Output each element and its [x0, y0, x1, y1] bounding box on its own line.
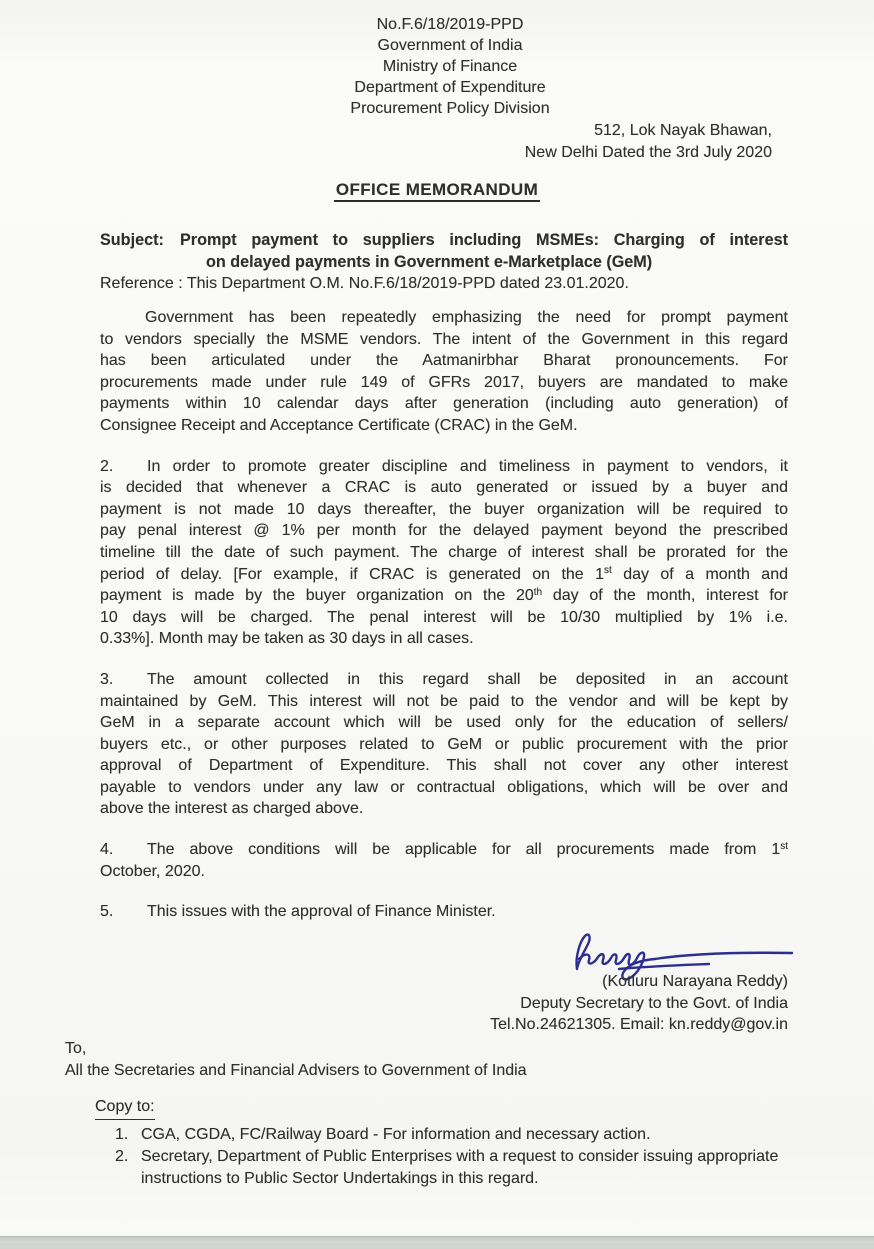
paragraph-number: 3. — [100, 670, 114, 688]
copy-to-list — [95, 1124, 788, 1190]
addressee-line: All the Secretaries and Financial Advisers to Government of India — [65, 1061, 527, 1079]
paragraph-line: maintained by GeM. This interest will not be paid to the vendor and will be kept by — [100, 692, 788, 710]
paragraph-line: timeline till the date of such payment. The charge of interest shall be prorated for the — [100, 543, 788, 561]
letterhead-line: Ministry of Finance — [382, 58, 518, 75]
paragraph-line: procurements made under rule 149 of GFRs 2017, buyers are mandated to make — [100, 373, 788, 391]
paragraph-line: October, 2020. — [100, 862, 205, 880]
paragraph — [100, 307, 788, 437]
paragraph-line: is decided that whenever a CRAC is auto generated or issued by a buyer and — [100, 479, 788, 497]
copy-to-item — [95, 1146, 788, 1190]
letterhead-line: Government of India — [377, 37, 523, 54]
copy-to-item — [95, 1124, 788, 1146]
paragraph-line: GeM in a separate account which will be used only for the education of sellers/ — [100, 714, 788, 732]
copy-to-item-number: 2. — [115, 1147, 129, 1165]
paragraph-line: Government has been repeatedly emphasizing the need for prompt payment — [145, 309, 788, 326]
paragraph-line: payable to vendors under any law or contractual obligations, which will be over and — [100, 778, 788, 796]
subject-line: Prompt payment to suppliers including MSMEs: Charging of interest — [180, 231, 788, 249]
paragraph-line: buyers etc., or other purposes related to GeM or public procurement with the prior — [100, 735, 788, 753]
subject-lines — [180, 229, 788, 273]
address-line: 512, Lok Nayak Bhawan, — [594, 122, 772, 139]
paragraph-line: has been articulated under the Aatmanirbhar Bharat pronouncements. For — [100, 352, 788, 370]
copy-to-block — [0, 1096, 874, 1190]
paragraph-number: 5. — [100, 903, 114, 921]
reference-line: Reference : This Department O.M. No.F.6/18/2019-PPD dated 23.01.2020. — [100, 275, 629, 292]
signatory-designation: Deputy Secretary to the Govt. of India — [520, 994, 788, 1012]
paragraph-line: to vendors specially the MSME vendors. The intent of the Government in this regard — [100, 330, 788, 348]
paragraph-line: 4. The above conditions will be applicable for all procurements made from 1st — [100, 839, 788, 861]
body-paragraphs — [0, 307, 874, 923]
paragraph-line: payments within 10 calendar days after generation (including auto generation) of — [100, 395, 788, 413]
letterhead-line: Procurement Policy Division — [350, 100, 550, 117]
subject-line: on delayed payments in Government e-Marketplace (GeM) — [206, 253, 653, 271]
copy-to-label: Copy to: — [95, 1096, 155, 1120]
copy-to-item-text: Secretary, Department of Public Enterprises with a request to consider issuing appropriate instructions to Public Sector Undertakings in this regard. — [141, 1147, 779, 1187]
copy-to-item-number: 1. — [115, 1125, 129, 1143]
subject-label: Subject: — [100, 231, 164, 249]
copy-to-item-text: CGA, CGDA, FC/Railway Board - For information and necessary action. — [141, 1125, 651, 1143]
paragraph-line: 0.33%]. Month may be taken as 30 days in all cases. — [100, 630, 474, 648]
to-label: To, — [65, 1039, 87, 1057]
paragraph — [100, 456, 788, 650]
memo-title-text: OFFICE MEMORANDUM — [334, 180, 540, 202]
paragraph-number: 4. — [100, 841, 114, 859]
signatory-name: (Kotluru Narayana Reddy) — [602, 973, 788, 991]
paragraph-line: pay penal interest @ 1% per month for the delayed payment beyond the prescribed — [100, 522, 788, 540]
paragraph-line: payment is made by the buyer organization on the 20th day of the month, interest for — [100, 586, 789, 605]
paragraph-line: above the interest as charged above. — [100, 800, 364, 818]
paragraph-line: period of delay. [For example, if CRAC is generated on the 1st day of a month and — [100, 565, 789, 583]
scan-bottom-edge — [0, 1236, 874, 1249]
paragraph-line: 5. This issues with the approval of Finance Minister. — [100, 901, 788, 923]
paragraph-line: payment is not made 10 days thereafter, the buyer organization will be required to — [100, 500, 788, 518]
letterhead-line: No.F.6/18/2019-PPD — [376, 16, 524, 33]
paragraph-line: 2. In order to promote greater discipline and timeliness in payment to vendors, it — [100, 456, 788, 478]
letterhead-line: Department of Expenditure — [354, 79, 546, 96]
paragraph-line: approval of Department of Expenditure. This shall not cover any other interest — [100, 757, 788, 775]
signature-block — [0, 929, 874, 1036]
letterhead — [13, 14, 874, 119]
paragraph-number: 2. — [100, 457, 114, 475]
date-line: New Delhi Dated the 3rd July 2020 — [524, 143, 772, 161]
paragraph — [100, 669, 788, 820]
paragraph — [100, 901, 788, 923]
paragraph-line: Consignee Receipt and Acceptance Certificate (CRAC) in the GeM. — [100, 416, 578, 434]
paragraph — [100, 839, 788, 882]
address-dateline — [0, 120, 874, 163]
paragraph-line: 3. The amount collected in this regard shall be deposited in an account — [100, 669, 788, 691]
subject-block — [0, 229, 874, 273]
memo-title — [0, 179, 874, 201]
signatory-contact: Tel.No.24621305. Email: kn.reddy@gov.in — [490, 1016, 788, 1034]
paragraph-line: 10 days will be charged. The penal interest will be 10/30 multiplied by 1% i.e. — [100, 608, 788, 626]
addressee-block — [0, 1038, 874, 1082]
